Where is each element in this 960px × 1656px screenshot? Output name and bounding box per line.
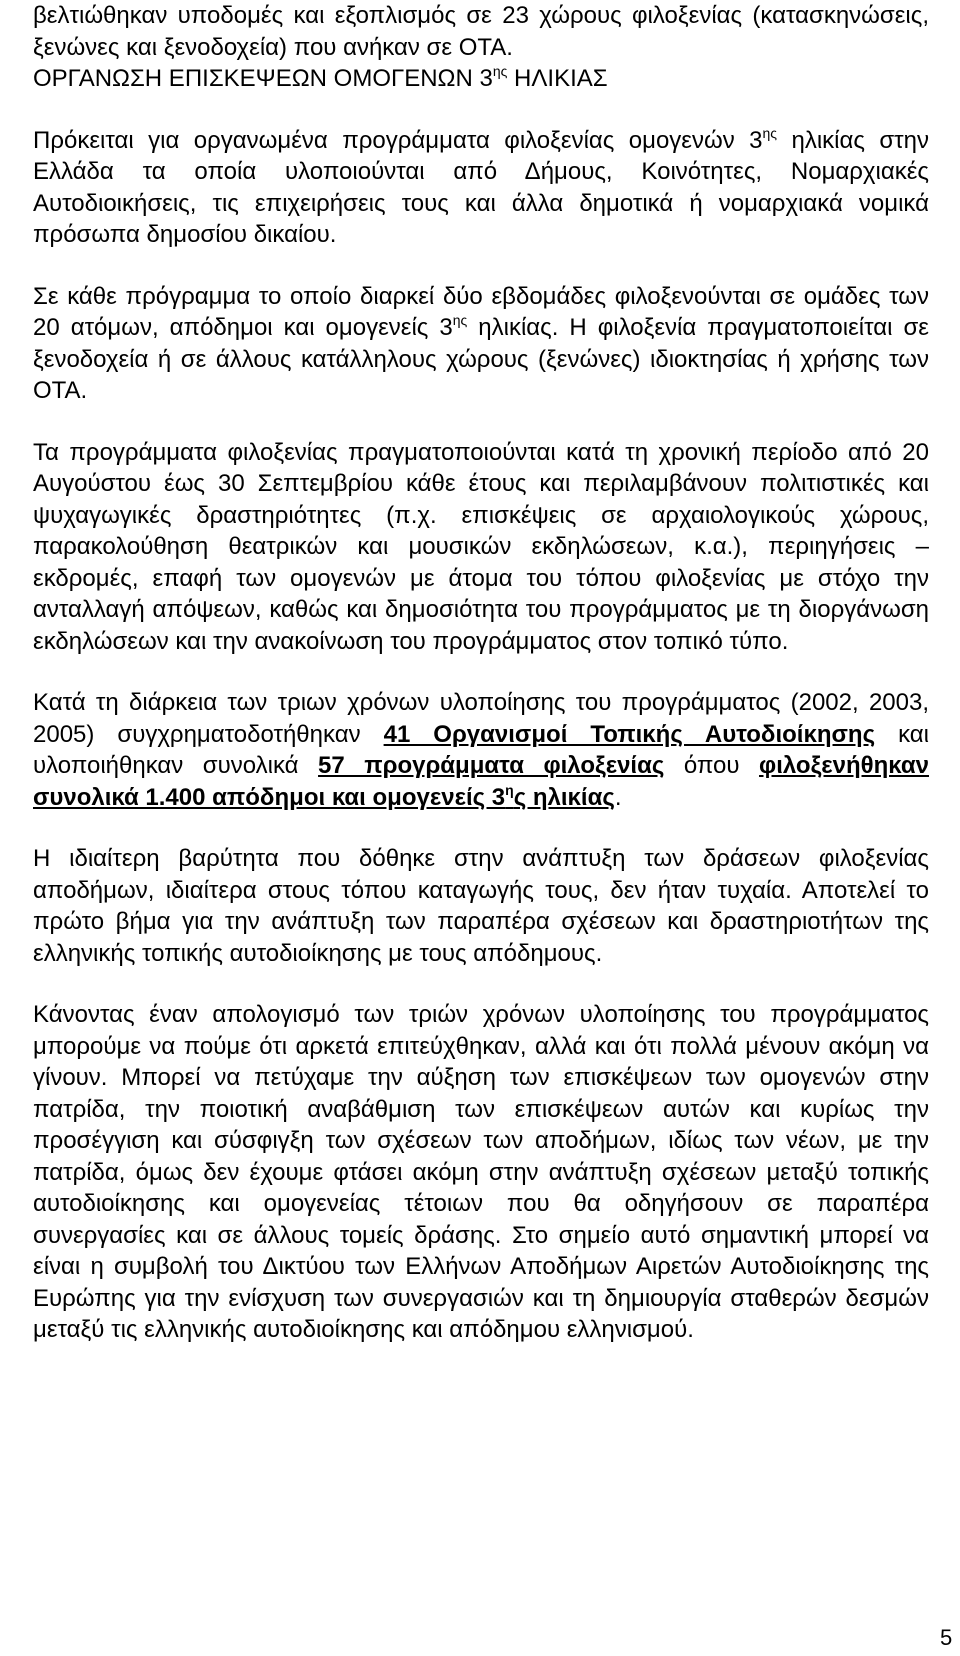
ordinal-superscript: η: [505, 781, 514, 798]
heading-text: ΟΡΓΑΝΩΣΗ ΕΠΙΣΚΕΨΕΩΝ ΟΜΟΓΕΝΩΝ 3: [33, 65, 493, 92]
paragraph-text: ηλικίας. Η φιλοξενία πραγματοποιείται σε ξενοδοχεία ή σε άλλους κατάλληλους χώρους (ξενώνες) ιδιοκτησίας ή χρήσης των ΟΤΑ.: [33, 314, 929, 404]
paragraph-text: Πρόκειται για οργανωμένα προγράμματα φιλοξενίας ομογενών 3: [33, 126, 763, 154]
heading-text-end: ΗΛΙΚΙΑΣ: [507, 65, 608, 92]
page-number: 5: [940, 1625, 953, 1650]
paragraph-groups: [33, 281, 929, 407]
document-body: [33, 0, 929, 1346]
paragraph-text: και υλοποιήθηκαν συνολικά: [33, 720, 929, 779]
paragraph-text: όπου: [664, 752, 760, 779]
paragraph-text: .: [614, 783, 622, 811]
paragraph-results: [33, 687, 929, 813]
paragraph-significance: Η ιδιαίτερη βαρύτητα που δόθηκε στην ανάπτυξη των δράσεων φιλοξενίας αποδήμων, ιδιαίτερα στους τόπου καταγωγής τους, δεν ήταν τυχαία. Αποτελεί το πρώτο βήμα για την ανάπτυξη των παραπέρα σχέσεων και δραστηριοτήτων της ελληνικής τοπικής αυτοδιοίκησης με τους απόδημους.: [33, 845, 929, 967]
ordinal-superscript: ης: [762, 124, 778, 141]
paragraph-text: Σε κάθε πρόγραμμα το οποίο διαρκεί δύο εβδομάδες φιλοξενούνται σε ομάδες των 20 ατόμων, απόδημοι και ομογενείς 3: [33, 282, 929, 341]
paragraph-schedule: Τα προγράμματα φιλοξενίας πραγματοποιούνται κατά τη χρονική περίοδο από 20 Αυγούστου έως 30 Σεπτεμβρίου κάθε έτους και περιλαμβάνουν πολιτιστικές και ψυχαγωγικές δραστηριότητες (π.χ. επισκέψεις σε αρχαιολογικούς χώρους, παρακολούθηση θεατρικών και μουσικών εκδηλώσεων, κ.α.), περιηγήσεις – εκδρομές, επαφή των ομογενών με άτομα του τόπου φιλοξενίας με στόχο την ανταλλαγή απόψεων, καθώς και δημοσιότητα του προγράμματος με τη διοργάνωση εκδηλώσεων και την ανακοίνωση του προγράμματος στον τοπικό τύπο.: [33, 438, 929, 655]
paragraph-programs: [33, 125, 929, 251]
highlight-organizations: 41 Οργανισμοί Τοπικής Αυτοδιοίκησης: [383, 720, 876, 748]
highlight-hosted-text: φιλοξενήθηκαν συνολικά 1.400 απόδημοι και ομογενείς 3: [33, 752, 929, 811]
paragraph-assessment: Κάνοντας έναν απολογισμό των τριών χρόνων υλοποίησης του προγράμματος μπορούμε να πούμε ότι αρκετά επιτεύχθηκαν, αλλά και ότι πολλά μένουν ακόμη να γίνουν. Μπορεί να πετύχαμε την αύξηση των επισκέψεων των ομογενών στην πατρίδα, την ποιοτική αναβάθμιση των επισκέψεων αυτών και κυρίως την προσέγγιση και σύσφιγξη των σχέσεων των αποδήμων, ιδίως των νέων, με την πατρίδα, όμως δεν έχουμε φτάσει ακόμη στην ανάπτυξη σχέσεων μεταξύ τοπικής αυτοδιοίκησης και ομογενείας τέτοιων που θα οδηγήσουν σε παραπέρα συνεργασίες και σε άλλους τομείς δράσης. Στο σημείο αυτό σημαντική μπορεί να είναι η συμβολή του Δικτύου των Ελλήνων Αποδήμων Αιρετών Αυτοδιοίκησης της Ευρώπης για την ενίσχυση των συνεργασιών και τη δημιουργία σταθερών δεσμών μεταξύ τις ελληνικής αυτοδιοίκησης και απόδημου ελληνισμού.: [33, 1001, 929, 1343]
highlight-hosted-text-end: ς ηλικίας: [513, 783, 615, 811]
heading-superscript: ης: [492, 63, 508, 79]
intro-paragraph: βελτιώθηκαν υποδομές και εξοπλισμός σε 23 χώρους φιλοξενίας (κατασκηνώσεις, ξενώνες και ξενοδοχεία) που ανήκαν σε ΟΤΑ.: [33, 2, 929, 61]
highlight-programs: 57 προγράμματα φιλοξενίας: [318, 752, 665, 779]
section-heading: [33, 63, 929, 95]
paragraph-text: Κατά τη διάρκεια των τριων χρόνων υλοποίησης του προγράμματος (2002, 2003, 2005) συγχρηματοδοτήθηκαν: [33, 689, 929, 748]
ordinal-superscript: ης: [452, 312, 468, 328]
paragraph-text: ηλικίας στην Ελλάδα τα οποία υλοποιούνται από Δήμους, Κοινότητες, Νομαρχιακές Αυτοδιοικήσεις, τις επιχειρήσεις τους και άλλα δημοτικά ή νομαρχιακά νομικά πρόσωπα δημοσίου δικαίου.: [33, 126, 929, 248]
